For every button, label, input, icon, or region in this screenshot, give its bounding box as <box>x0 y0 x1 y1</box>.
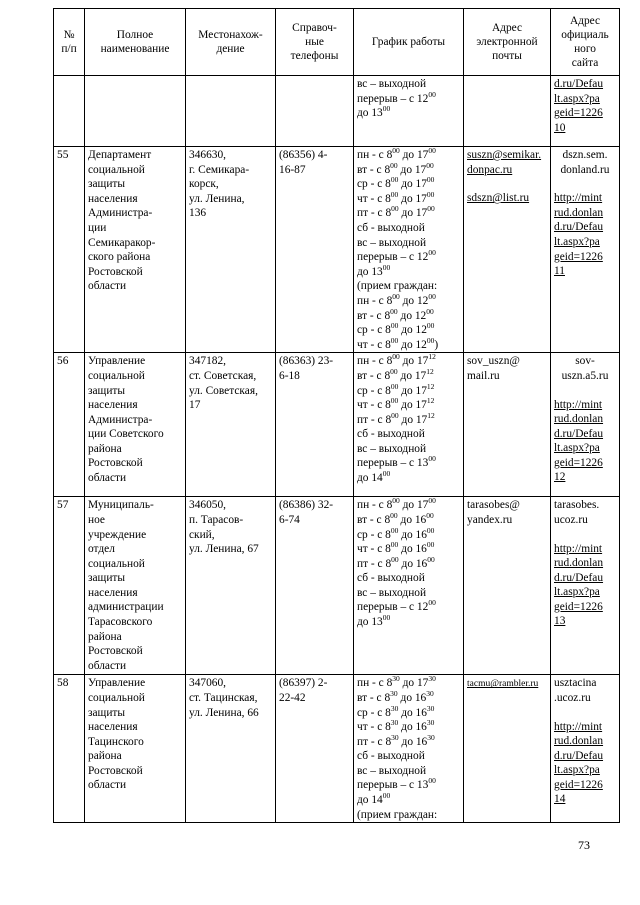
time-minutes: 12 <box>427 410 435 420</box>
header-location: Местонахож- дение <box>186 9 276 76</box>
institutions-table <box>53 8 620 823</box>
email-text: sov_uszn@ mail.ru <box>467 355 520 382</box>
row-location: 347060, ст. Тацинская, ул. Ленина, 66 <box>186 675 276 823</box>
row-phone: (86363) 23- 6-18 <box>276 353 354 497</box>
time-minutes: 00 <box>382 469 391 479</box>
schedule-line: пн - с $8^{00}$ до $17^{00}$ <box>357 146 436 161</box>
schedule-line: (прием граждан: <box>357 280 438 293</box>
header-email: Адрес электронной почты <box>464 9 551 76</box>
schedule-line: пт - с $8^{00}$ до $16^{00}$ <box>357 554 435 570</box>
row-email <box>464 147 551 353</box>
header-num: № п/п <box>54 9 85 76</box>
schedule-line: до $13^{00}$ <box>357 104 391 120</box>
time-minutes: 30 <box>391 732 399 742</box>
row-schedule <box>354 497 464 675</box>
time-minutes: 12 <box>428 352 436 362</box>
time-minutes: 30 <box>390 718 399 728</box>
row-schedule <box>354 353 464 497</box>
cont-name <box>85 76 186 147</box>
schedule-line: ср - с $8^{00}$ до $16^{00}$ <box>357 525 435 541</box>
time-minutes: 00 <box>428 248 436 258</box>
row-name: Департамент социальной защиты населения Администра- ции Семикаракор- ского района Ростовской области <box>85 147 186 353</box>
time-minutes: 00 <box>428 496 436 506</box>
schedule-line: перерыв – с $12^{00}$ <box>357 89 436 105</box>
time-minutes: 00 <box>382 104 391 114</box>
row-name: Управление социальной защиты населения Тацинского района Ростовской области <box>85 675 186 823</box>
schedule-line: ср - с $8^{00}$ до $17^{12}$ <box>357 381 435 397</box>
schedule-line: чт - с $8^{00}$ до $12^{00}$) <box>357 335 439 351</box>
row-phone: (86386) 32- 6-74 <box>276 497 354 675</box>
time-minutes: 00 <box>392 496 400 506</box>
table-row <box>54 147 620 353</box>
email-link[interactable]: suszn@semikar. donpac.ru <box>467 149 542 176</box>
email-link-secondary[interactable]: sdszn@list.ru <box>467 192 530 205</box>
schedule-line: пт - с $8^{00}$ до $17^{12}$ <box>357 410 435 426</box>
row-site <box>551 353 620 497</box>
cont-email <box>464 76 551 147</box>
header-schedule: График работы <box>354 9 464 76</box>
time-minutes: 00 <box>428 89 436 99</box>
site-main: tarasobes. ucoz.ru <box>554 499 600 526</box>
schedule-line: перерыв – с $12^{00}$ <box>357 248 436 264</box>
schedule-line: (прием граждан: <box>357 808 438 821</box>
time-minutes: 00 <box>428 598 436 608</box>
schedule-line: пн - с $8^{00}$ до $12^{00}$ <box>357 291 436 307</box>
schedule-line: до $14^{00}$ <box>357 469 391 485</box>
time-minutes: 12 <box>426 381 435 391</box>
time-minutes: 00 <box>382 613 391 623</box>
schedule-line: пн - с $8^{00}$ до $17^{12}$ <box>357 352 436 368</box>
schedule-line: вт - с $8^{00}$ до $17^{00}$ <box>357 160 434 176</box>
cont-schedule <box>354 76 464 147</box>
row-site <box>551 497 620 675</box>
schedule-line: чт - с $8^{00}$ до $17^{12}$ <box>357 396 435 412</box>
site-main: usztacina .ucoz.ru <box>554 677 597 704</box>
time-minutes: 00 <box>390 381 399 391</box>
row-name: Управление социальной защиты населения Администра- ции Советского района Ростовской области <box>85 353 186 497</box>
time-minutes: 30 <box>426 718 435 728</box>
time-minutes: 00 <box>390 335 399 345</box>
time-minutes: 00 <box>390 540 399 550</box>
time-minutes: 30 <box>390 703 399 713</box>
site-main: sov- uszn.a5.ru <box>561 355 609 382</box>
site-link[interactable]: http://mint rud.donlan d.ru/Defau lt.aspx?pa geid=1226 11 <box>554 192 604 278</box>
site-link[interactable]: http://mint rud.donlan d.ru/Defau lt.aspx?pa geid=1226 12 <box>554 398 604 484</box>
schedule-line: пн - с $8^{00}$ до $17^{00}$ <box>357 496 436 512</box>
time-minutes: 00 <box>390 306 398 316</box>
schedule-line: вс – выходной <box>357 78 427 90</box>
time-minutes: 00 <box>392 146 400 155</box>
cont-site-link[interactable]: d.ru/Defau lt.aspx?pa geid=1226 10 <box>554 78 604 134</box>
table-row <box>54 675 620 823</box>
row-email <box>464 353 551 497</box>
time-minutes: 00 <box>426 335 435 345</box>
time-minutes: 00 <box>426 321 435 331</box>
row-site <box>551 147 620 353</box>
time-minutes: 00 <box>390 175 399 185</box>
header-phones: Справоч- ные телефоны <box>276 9 354 76</box>
time-minutes: 30 <box>390 688 398 698</box>
time-minutes: 00 <box>426 540 435 550</box>
site-link[interactable]: http://mint rud.donlan d.ru/Defau lt.aspx?pa geid=1226 14 <box>554 720 604 806</box>
schedule-line: вс – выходной <box>357 764 427 777</box>
row-phone: (86356) 4- 16-87 <box>276 147 354 353</box>
schedule-line: пт - с $8^{30}$ до $16^{30}$ <box>357 732 435 748</box>
row-schedule <box>354 147 464 353</box>
schedule-line: сб - выходной <box>357 221 425 234</box>
time-minutes: 00 <box>390 510 398 520</box>
time-minutes: 00 <box>391 204 399 214</box>
schedule-line: сб - выходной <box>357 750 425 763</box>
time-minutes: 12 <box>426 396 435 406</box>
cont-phone <box>276 76 354 147</box>
site-link[interactable]: http://mint rud.donlan d.ru/Defau lt.aspx?pa geid=1226 13 <box>554 542 604 628</box>
site-main: dszn.sem. donland.ru <box>560 149 610 176</box>
schedule-line: вс – выходной <box>357 442 427 455</box>
schedule-line: до $13^{00}$ <box>357 262 391 278</box>
row-email <box>464 675 551 823</box>
schedule-line: чт - с $8^{00}$ до $17^{00}$ <box>357 189 435 205</box>
time-minutes: 00 <box>392 291 400 301</box>
schedule-line: пт - с $8^{00}$ до $17^{00}$ <box>357 204 435 220</box>
time-minutes: 00 <box>426 189 435 199</box>
schedule-line: вт - с $8^{00}$ до $16^{00}$ <box>357 510 434 526</box>
schedule-line: перерыв – с $12^{00}$ <box>357 598 436 614</box>
time-minutes: 00 <box>428 291 436 301</box>
time-minutes: 00 <box>390 160 398 170</box>
time-minutes: 00 <box>428 454 436 464</box>
row-name: Муниципаль- ное учреждение отдел социальной защиты населения администрации Тарасовского района Ростовской области <box>85 497 186 675</box>
row-phone: (86397) 2- 22-42 <box>276 675 354 823</box>
email-link[interactable]: tacmu@rambler.ru <box>467 679 539 690</box>
schedule-line: сб - выходной <box>357 428 425 441</box>
time-minutes: 00 <box>426 160 434 170</box>
schedule-line: вт - с $8^{00}$ до $17^{12}$ <box>357 366 434 382</box>
cont-site <box>551 76 620 147</box>
row-location: 346630, г. Семикара- корск, ул. Ленина, 136 <box>186 147 276 353</box>
row-location: 347182, ст. Советская, ул. Советская, 17 <box>186 353 276 497</box>
time-minutes: 30 <box>428 674 436 684</box>
schedule-line: вт - с $8^{00}$ до $12^{00}$ <box>357 306 434 322</box>
schedule-line: вс – выходной <box>357 236 427 249</box>
time-minutes: 00 <box>426 510 434 520</box>
row-schedule <box>354 675 464 823</box>
table-row <box>54 353 620 497</box>
time-minutes: 00 <box>390 321 399 331</box>
page-number: 73 <box>578 838 590 852</box>
time-minutes: 12 <box>426 366 434 376</box>
time-minutes: 00 <box>390 525 399 535</box>
time-minutes: 00 <box>426 525 435 535</box>
time-minutes: 00 <box>428 776 436 786</box>
row-num: 57 <box>54 497 85 675</box>
schedule-line: перерыв – с $13^{00}$ <box>357 454 436 470</box>
time-minutes: 00 <box>391 554 399 564</box>
row-num: 55 <box>54 147 85 353</box>
table-row <box>54 497 620 675</box>
time-minutes: 00 <box>426 306 434 316</box>
time-minutes: 30 <box>426 688 434 698</box>
schedule-line: ср - с $8^{00}$ до $17^{00}$ <box>357 175 435 191</box>
time-minutes: 00 <box>382 262 391 272</box>
schedule-line: ср - с $8^{00}$ до $12^{00}$ <box>357 321 435 337</box>
schedule-line: ср - с $8^{30}$ до $16^{30}$ <box>357 703 435 719</box>
row-location: 346050, п. Тарасов- ский, ул. Ленина, 67 <box>186 497 276 675</box>
cont-location <box>186 76 276 147</box>
schedule-line: пн - с $8^{30}$ до $17^{30}$ <box>357 674 436 690</box>
row-site <box>551 675 620 823</box>
time-minutes: 00 <box>390 189 399 199</box>
time-minutes: 00 <box>427 554 435 564</box>
continuation-row <box>54 76 620 147</box>
cont-num <box>54 76 85 147</box>
time-minutes: 00 <box>392 352 400 362</box>
time-minutes: 30 <box>392 674 400 684</box>
row-email <box>464 497 551 675</box>
time-minutes: 00 <box>427 204 435 214</box>
table-header-row <box>54 9 620 76</box>
schedule-line: чт - с $8^{30}$ до $16^{30}$ <box>357 718 435 734</box>
schedule-line: вс – выходной <box>357 586 427 599</box>
schedule-line: до $13^{00}$ <box>357 613 391 629</box>
schedule-line: вт - с $8^{30}$ до $16^{30}$ <box>357 688 434 704</box>
schedule-line: чт - с $8^{00}$ до $16^{00}$ <box>357 540 435 556</box>
time-minutes: 00 <box>390 396 399 406</box>
time-minutes: 00 <box>426 175 435 185</box>
row-num: 58 <box>54 675 85 823</box>
header-site: Адрес официаль ного сайта <box>551 9 620 76</box>
schedule-line: сб - выходной <box>357 572 425 585</box>
time-minutes: 00 <box>382 791 391 801</box>
time-minutes: 30 <box>427 732 435 742</box>
time-minutes: 00 <box>390 366 398 376</box>
time-minutes: 00 <box>391 410 399 420</box>
email-text: tarasobes@ yandex.ru <box>467 499 520 526</box>
schedule-line: перерыв – с $13^{00}$ <box>357 776 436 792</box>
schedule-line: до $14^{00}$ <box>357 791 391 807</box>
time-minutes: 00 <box>428 146 436 155</box>
row-num: 56 <box>54 353 85 497</box>
time-minutes: 30 <box>426 703 435 713</box>
header-name: Полное наименование <box>85 9 186 76</box>
